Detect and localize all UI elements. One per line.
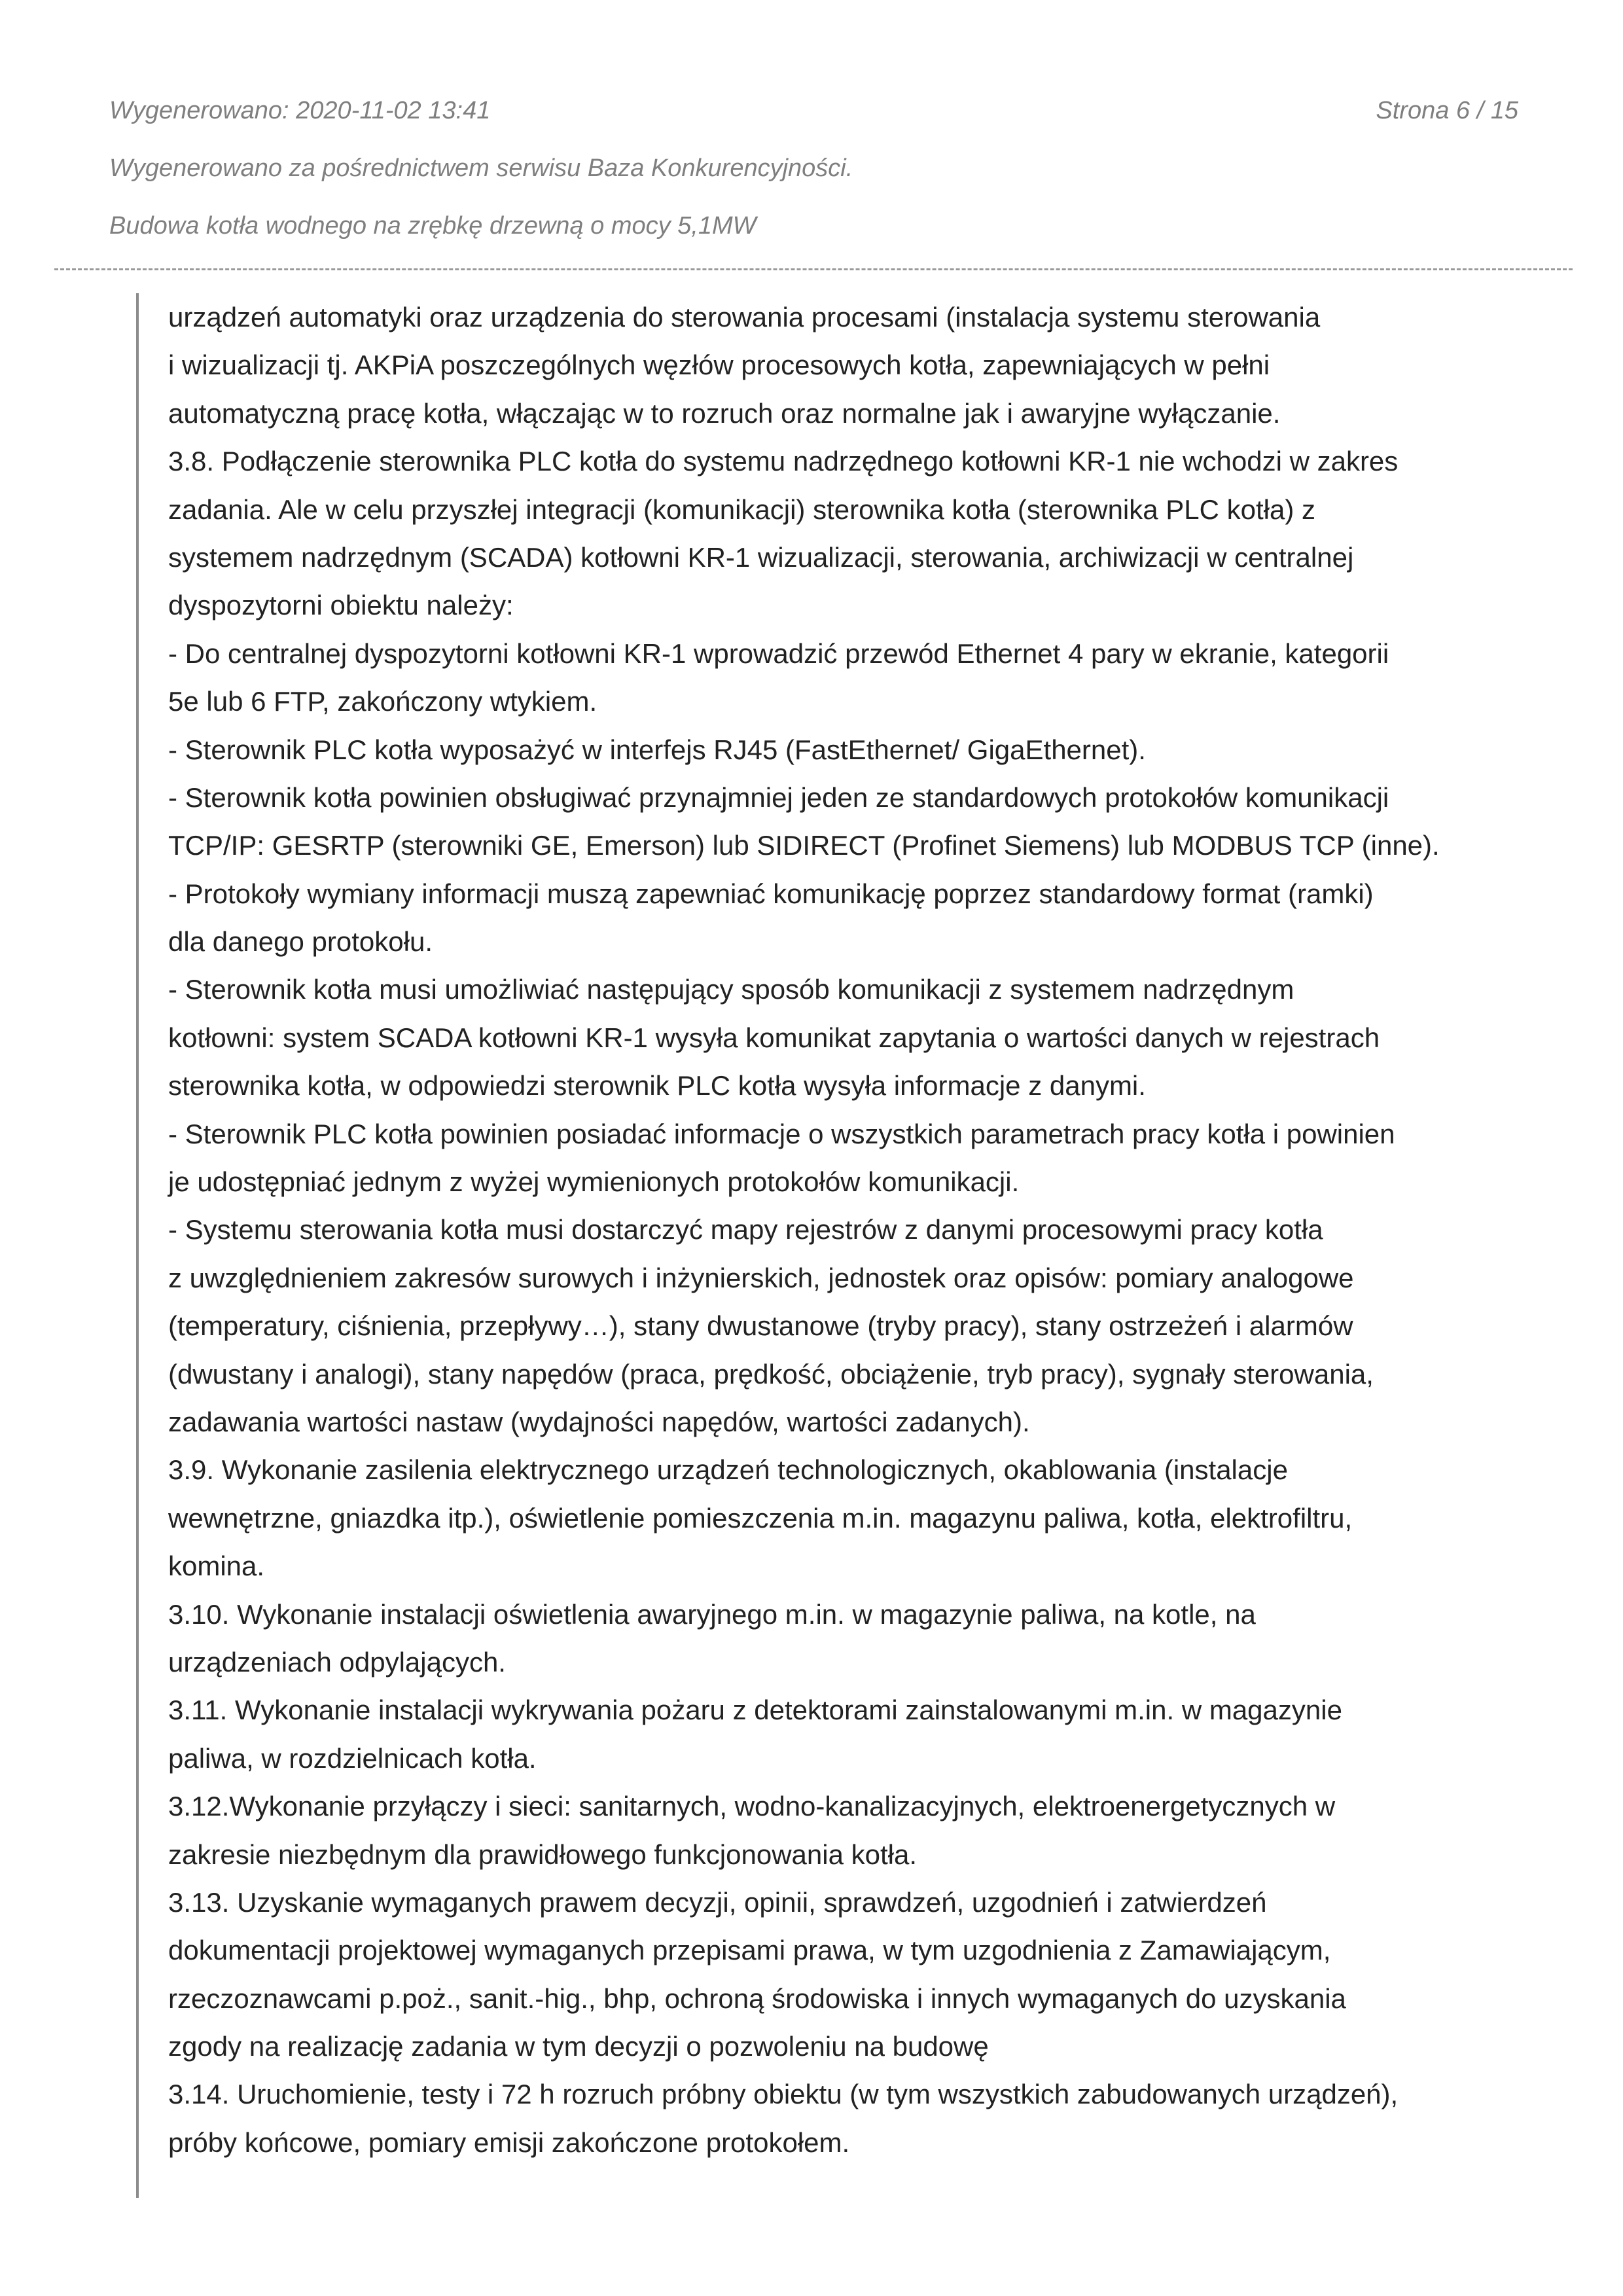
content-line: (dwustany i analogi), stany napędów (praca, prędkość, obciążenie, tryb pracy), sygnały sterowania, <box>168 1358 1374 1390</box>
content-line: zgody na realizację zadania w tym decyzji o pozwoleniu na budowę <box>168 2031 989 2062</box>
content-line: 3.12.Wykonanie przyłączy i sieci: sanitarnych, wodno-kanalizacyjnych, elektroenergetycznych w <box>168 1791 1336 1822</box>
content-line: zadawania wartości nastaw (wydajności napędów, wartości zadanych). <box>168 1406 1030 1437</box>
content-line: (temperatury, ciśnienia, przepływy…), stany dwustanowe (tryby pracy), stany ostrzeżeń i alarmów <box>168 1310 1353 1342</box>
header-divider <box>54 268 1573 270</box>
generated-timestamp: Wygenerowano: 2020-11-02 13:41 <box>109 97 491 124</box>
content-line: dyspozytorni obiektu należy: <box>168 590 514 621</box>
content-line: systemem nadrzędnym (SCADA) kotłowni KR-1 wizualizacji, sterowania, archiwizacji w centralnej <box>168 541 1354 573</box>
content-line: rzeczoznawcami p.poż., sanit.-hig., bhp, ochroną środowiska i innych wymaganych do uzyskania <box>168 1982 1346 2014</box>
content-line: sterownika kotła, w odpowiedzi sterownik PLC kotła wysyła informacje z danymi. <box>168 1070 1146 1102</box>
content-line: 3.8. Podłączenie sterownika PLC kotła do systemu nadrzędnego kotłowni KR-1 nie wchodzi w zakres <box>168 446 1399 477</box>
content-line: dla danego protokołu. <box>168 926 433 958</box>
content-line: 3.10. Wykonanie instalacji oświetlenia awaryjnego m.in. w magazynie paliwa, na kotle, na <box>168 1598 1256 1630</box>
content-line: - Sterownik PLC kotła wyposażyć w interfejs RJ45 (FastEthernet/ GigaEthernet). <box>168 734 1146 765</box>
content-body <box>168 293 1500 2166</box>
content-line: - Sterownik kotła musi umożliwiać następujący sposób komunikacji z systemem nadrzędnym <box>168 974 1294 1005</box>
content-line: z uwzględnieniem zakresów surowych i inżynierskich, jednostek oraz opisów: pomiary analogowe <box>168 1262 1354 1293</box>
content-line: - Systemu sterowania kotła musi dostarczyć mapy rejestrów z danymi procesowymi pracy kotła <box>168 1214 1323 1246</box>
content-line: - Protokoły wymiany informacji muszą zapewniać komunikację poprzez standardowy format (ramki) <box>168 878 1374 909</box>
content-line: kotłowni: system SCADA kotłowni KR-1 wysyła komunikat zapytania o wartości danych w rejestrach <box>168 1022 1380 1053</box>
content-section <box>136 293 1500 2198</box>
content-line: - Do centralnej dyspozytorni kotłowni KR-1 wprowadzić przewód Ethernet 4 pary w ekranie, kategorii <box>168 637 1389 669</box>
content-line: komina. <box>168 1551 265 1582</box>
tender-title: Budowa kotła wodnego na zrębkę drzewną o mocy 5,1MW <box>109 212 757 240</box>
content-line: 3.14. Uruchomienie, testy i 72 h rozruch próbny obiektu (w tym wszystkich zabudowanych urządzeń), <box>168 2079 1399 2110</box>
content-line: wewnętrzne, gniazdka itp.), oświetlenie pomieszczenia m.in. magazynu paliwa, kotła, elektrofiltru, <box>168 1502 1353 1534</box>
content-line: - Sterownik PLC kotła powinien posiadać informacje o wszystkich parametrach pracy kotła i powinien <box>168 1118 1395 1149</box>
content-line: - Sterownik kotła powinien obsługiwać przynajmniej jeden ze standardowych protokołów komunikacji <box>168 781 1389 813</box>
content-line: próby końcowe, pomiary emisji zakończone protokołem. <box>168 2126 850 2158</box>
content-line: dokumentacji projektowej wymaganych przepisami prawa, w tym uzgodnienia z Zamawiającym, <box>168 1935 1331 1966</box>
content-line: paliwa, w rozdzielnicach kotła. <box>168 1742 537 1774</box>
content-line: zakresie niezbędnym dla prawidłowego funkcjonowania kotła. <box>168 1839 917 1870</box>
content-line: je udostępniać jednym z wyżej wymienionych protokołów komunikacji. <box>168 1166 1020 1198</box>
content-line: 5e lub 6 FTP, zakończony wtykiem. <box>168 686 597 717</box>
page-number: Strona 6 / 15 <box>1376 97 1518 124</box>
content-line: i wizualizacji tj. AKPiA poszczególnych węzłów procesowych kotła, zapewniających w pełni <box>168 350 1270 381</box>
content-line: 3.11. Wykonanie instalacji wykrywania pożaru z detektorami zainstalowanymi m.in. w magazynie <box>168 1695 1342 1726</box>
content-line: urządzeń automatyki oraz urządzenia do sterowania procesami (instalacja systemu sterowania <box>168 302 1321 332</box>
content-line: TCP/IP: GESRTP (sterowniki GE, Emerson) lub SIDIRECT (Profinet Siemens) lub MODBUS TCP (inne). <box>168 830 1440 861</box>
content-line: automatyczną pracę kotła, włączając w to rozruch oraz normalne jak i awaryjne wyłączanie. <box>168 397 1281 429</box>
content-line: 3.13. Uzyskanie wymaganych prawem decyzji, opinii, sprawdzeń, uzgodnień i zatwierdzeń <box>168 1886 1267 1918</box>
generated-via-note: Wygenerowano za pośrednictwem serwisu Baza Konkurencyjności. <box>109 154 853 182</box>
content-line: zadania. Ale w celu przyszłej integracji (komunikacji) sterownika kotła (sterownika PLC kotła) z <box>168 493 1316 525</box>
content-line: urządzeniach odpylających. <box>168 1646 506 1677</box>
content-line: 3.9. Wykonanie zasilenia elektrycznego urządzeń technologicznych, okablowania (instalacje <box>168 1454 1288 1486</box>
